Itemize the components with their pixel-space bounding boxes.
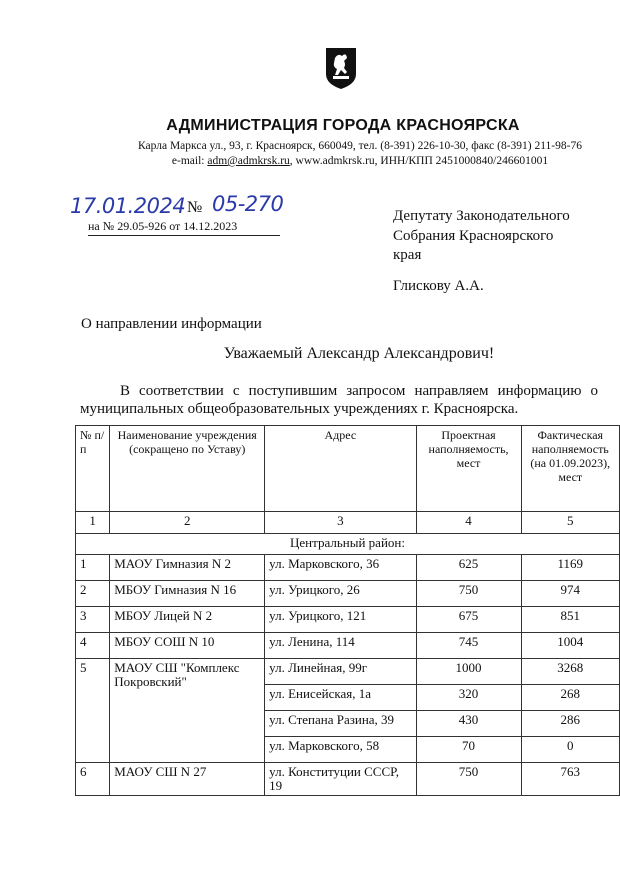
web-and-tax-ids: , www.admkrsk.ru, ИНН/КПП 2451000840/246601001 [289,155,549,167]
header-cell: № п/п [76,426,110,512]
number-sign: № [187,199,203,216]
design-capacity: 430 [416,711,521,737]
actual-occupancy: 3268 [521,659,619,685]
actual-occupancy: 1169 [521,555,619,581]
school-name: МБОУ Гимназия N 16 [110,581,265,607]
table-header-row [76,426,620,512]
design-capacity: 745 [416,633,521,659]
school-name: МБОУ Лицей N 2 [110,607,265,633]
design-capacity: 1000 [416,659,521,685]
design-capacity: 320 [416,685,521,711]
actual-occupancy: 268 [521,685,619,711]
greeting: Уважаемый Александр Александрович! [223,345,495,362]
table-row [76,555,620,581]
coat-of-arms-icon [324,46,358,90]
table-row [76,659,620,685]
letter-subject: О направлении информации [81,316,262,332]
addressee-line: Собрания Красноярского [393,227,554,244]
table-row [76,633,620,659]
addressee-line: Депутату Законодательного [393,208,570,224]
school-name: МБОУ СОШ N 10 [110,633,265,659]
actual-occupancy: 974 [521,581,619,607]
handwritten-date: 17.01.2024 [70,194,186,218]
design-capacity: 750 [416,763,521,796]
body-paragraph: В соответствии с поступившим запросом направляем информацию о муниципальных общеобразовательных учреждениях г. Красноярска. [80,383,598,417]
design-capacity: 70 [416,737,521,763]
row-number: 1 [76,555,110,581]
addressee-block [393,207,570,266]
design-capacity: 675 [416,607,521,633]
design-capacity: 625 [416,555,521,581]
row-number: 3 [76,607,110,633]
school-address: ул. Урицкого, 26 [265,581,416,607]
handwritten-number: 05-270 [212,192,284,216]
column-number: 4 [416,512,521,534]
actual-occupancy: 286 [521,711,619,737]
row-number: 2 [76,581,110,607]
school-name: МАОУ Гимназия N 2 [110,555,265,581]
school-name: МАОУ СШ "Комплекс Покровский" [110,659,265,763]
addressee-line: края [393,247,422,263]
email-label: e-mail: [171,155,208,167]
row-number: 6 [76,763,110,796]
email-link[interactable]: adm@admkrsk.ru [207,155,290,167]
table-row [76,607,620,633]
school-address: ул. Степана Разина, 39 [265,711,416,737]
school-address: ул. Конституции СССР, 19 [265,763,416,796]
header-cell: Проектная наполняемость, мест [416,426,521,512]
district-row [76,534,620,555]
district-name: Центральный район: [76,534,620,555]
school-address: ул. Ленина, 114 [265,633,416,659]
column-number: 5 [521,512,619,534]
table-row [76,763,620,796]
recipient-name: Глискову А.А. [393,278,484,294]
design-capacity: 750 [416,581,521,607]
school-address: ул. Урицкого, 121 [265,607,416,633]
column-number: 1 [76,512,110,534]
column-number: 3 [265,512,416,534]
school-address: ул. Линейная, 99г [265,659,416,685]
reference-line: на № 29.05-926 от 14.12.2023 [88,219,280,236]
actual-occupancy: 0 [521,737,619,763]
header-cell: Адрес [265,426,416,512]
actual-occupancy: 763 [521,763,619,796]
organization-title: АДМИНИСТРАЦИЯ ГОРОДА КРАСНОЯРСКА [166,117,520,134]
schools-table [75,425,620,796]
school-name: МАОУ СШ N 27 [110,763,265,796]
header-cell: Фактическая наполняемость (на 01.09.2023), мест [521,426,619,512]
contact-info [110,139,610,169]
row-number: 5 [76,659,110,763]
column-number-row [76,512,620,534]
contact-line-web [110,154,610,169]
header-cell: Наименование учреждения (сокращено по Уставу) [110,426,265,512]
school-address: ул. Енисейская, 1а [265,685,416,711]
school-address: ул. Марковского, 36 [265,555,416,581]
actual-occupancy: 1004 [521,633,619,659]
table-row [76,581,620,607]
school-address: ул. Марковского, 58 [265,737,416,763]
row-number: 4 [76,633,110,659]
actual-occupancy: 851 [521,607,619,633]
column-number: 2 [110,512,265,534]
contact-line-address: Карла Маркса ул., 93, г. Красноярск, 660049, тел. (8-391) 226-10-30, факс (8-391) 211-98-76 [138,140,582,152]
